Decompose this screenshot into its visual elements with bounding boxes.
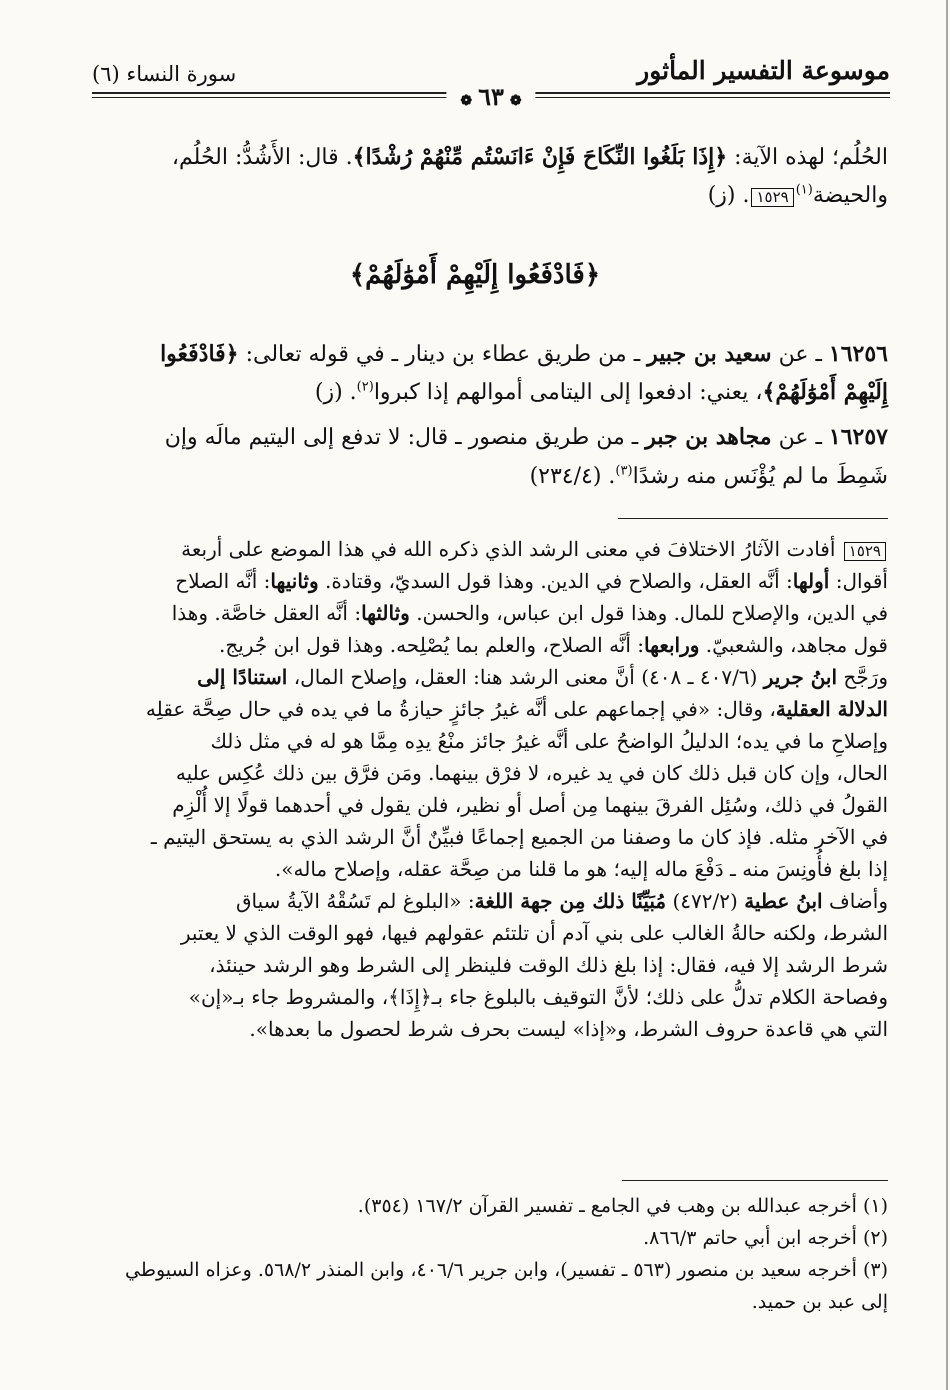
text: : أنَّه الصلاح [175,569,271,593]
text: : «البلوغ لم تَسُقْهُ الآيةُ سياق [235,889,475,913]
bold-term: ورابعها [644,633,700,657]
commentary-line [62,565,888,597]
footnote-marker: (٣) [615,463,633,479]
commentary-line [62,533,888,565]
text: . (ز) [707,183,750,208]
text: : أنَّه العقل، والصلاح في الدين. وهذا قول السديّ، وقتادة. [318,569,793,593]
ornament-icon: ❁ [460,93,473,109]
text: : أنَّه العقل خاصَّة. وهذا [171,601,362,625]
ornament-icon: ❁ [509,93,522,109]
scholar-name: ابنُ جرير [763,665,838,689]
commentary-line: وفصاحة الكلام تدلُّ على ذلك؛ لأنَّ التوقيف بالبلوغ جاء بـ﴿إِذَا﴾، والمشروط جاء بـ«إن» [188,985,888,1009]
footnote: (١) أخرجه عبدالله بن وهب في الجامع ـ تفسير القرآن ١٦٧/٢ (٣٥٤). [357,1195,888,1217]
footnote: (٣) أخرجه سعيد بن منصور (٥٦٣ ـ تفسير)، وابن جرير ٤٠٦/٦، وابن المنذر ٥٦٨/٢. وعزاه السيوطي [125,1259,888,1281]
commentary-line: شرط الرشد إلا فيه، فقال: إذا بلغ ذلك الوقت فلينظر إلى الشرط وهو الرشد حينئذ، [209,953,888,977]
text: في الدين، والإصلاح للمال. وهذا قول ابن عباس، والحسن. [409,601,888,625]
text: . (٢٣٤/٤) [529,464,616,489]
bold-term: وثانيها [270,569,319,593]
entry-line [62,421,888,454]
running-header [92,52,890,111]
commentary-line [62,629,888,661]
text-line [62,180,888,212]
quran-verse: ﴿إِذَا بَلَغُوا النِّكَاحَ فَإِنْ ءَانَسْتُم مِّنْهُمْ رُشْدًا﴾ [352,144,728,170]
text: شَمِطَ ما لم يُؤْنَس منه رشدًا [632,464,888,489]
page-edge [946,0,948,1390]
narrator-name: مجاهد بن جبر [645,424,772,450]
footnote-marker: (٢) [356,379,374,395]
page-number [446,82,535,111]
footnote-marker: (١) [795,182,813,198]
commentary-line: في الآخر مثله. فإذ كان ما وصفنا من الجميع إجماعًا فبيِّنٌ أنَّ الرشد الذي به يستحق اليتيم ـ [150,825,888,849]
commentary-line: التي هي قاعدة حروف الشرط، و«إذا» ليست بحرف شرط لحصول ما بعدها». [249,1017,888,1041]
text: قول مجاهد، والشعبيّ. [699,633,888,657]
commentary-line: القولُ في ذلك، وسُئِل الفرقَ بينهما مِن أصل أو نظير، فلن يقول في أحدهما قولًا إلا أُلْزِم [172,793,888,817]
commentary-line [62,885,888,917]
surah-title: سورة النساء (٦) [92,62,237,86]
text: (٤٠٧/٦ ـ ٤٠٨) أنَّ معنى الرشد هنا: العقل، وإصلاح المال، [287,665,764,689]
text: ـ عن [771,425,829,450]
commentary-ref-box: ١٥٢٩ [751,188,793,207]
commentary-line [62,661,888,693]
text: (٤٧٢/٢) [666,889,745,913]
entry-number: ١٦٢٥٧ [828,424,888,450]
quran-verse: إِلَيْهِمْ أَمْوَٰلَهُمْ﴾ [762,379,888,405]
entry-number: ١٦٢٥٦ [828,341,888,367]
entry-line [62,461,888,493]
entry-line [62,338,888,371]
text: أقوال: [829,569,888,593]
text-line [62,141,888,174]
footnote-separator [622,1180,888,1181]
bold-term: مُبَيِّنًا ذلك مِن جهة اللغة [474,889,667,913]
book-title: موسوعة التفسير المأثور [637,56,890,85]
text: ـ من طريق عطاء بن دينار ـ في قوله تعالى: [238,342,648,367]
commentary-ref-box: ١٥٢٩ [844,542,886,561]
text: . قال: الأَشُدُّ: الحُلُم، [171,145,353,170]
commentary-line: إذا بلغ فأُونِسَ منه ـ دَفْعَ ماله إليه؛ هو ما قلنا من صِحَّة عقله، وإصلاح ماله». [274,857,888,881]
text: . (ز) [314,380,357,405]
text: ورَجَّح [837,665,888,689]
footnote: (٢) أخرجه ابن أبي حاتم ٨٦٦/٣. [643,1227,888,1249]
quran-verse: ﴿فَادْفَعُوا [160,341,239,367]
bold-term: استنادًا إلى [197,665,288,689]
text: والحيضة [812,183,888,208]
text: ، وقال: «في إجماعهم على أنَّه غيرُ جائزٍ حيازةُ ما في يده في حال صِحَّة عقلِه [145,697,776,721]
entry-line [62,376,888,409]
scholar-name: ابنُ عطية [744,889,823,913]
bold-term: الدلالة العقلية [775,697,888,721]
narrator-name: سعيد بن جبير [647,341,772,367]
text: أفادت الآثارُ الاختلافَ في معنى الرشد الذي ذكره الله في هذا الموضع على أربعة [181,537,842,561]
commentary-line: الحال، وإن كان قبل ذلك كان في يد غيره، لا فرْق بينهما. ومَن فرَّق بين ذلك عُكِس عليه [175,761,888,785]
page-number-text: ٦٣ [478,82,504,111]
footnote: إلى عبد بن حميد. [751,1291,888,1313]
commentary-separator [618,518,888,519]
commentary-line [62,693,888,725]
text: الحُلُم؛ لهذه الآية: [727,145,888,170]
bold-term: وثالثها [361,601,410,625]
section-heading: ﴿فَادْفَعُوا إِلَيْهِمْ أَمْوَٰلَهُمْ﴾ [349,260,601,290]
commentary-line: الشرط، ولكنه حالةُ الغالب على بني آدم أن تلتئم عقولهم فيها، فهو الوقت الذي لا يعتبر [180,921,888,945]
text: وأضاف [822,889,888,913]
text: : أنَّه الصلاح، والعلم بما يُصْلِحه. وهذا قول ابن جُريج. [219,633,645,657]
bold-term: أولها [792,569,830,593]
commentary-line: وإصلاحِ ما في يده؛ الدليلُ الواضحُ على أنَّه غيرُ جائز منْعُ يدِه مِمَّا هو له في مثل ذلك [210,729,888,753]
text: ـ من طريق منصور ـ قال: لا تدفع إلى اليتيم مالَه وإن [164,425,646,450]
commentary-line [62,597,888,629]
text: ـ عن [771,342,829,367]
text: ، يعني: ادفعوا إلى اليتامى أموالهم إذا كبروا [373,380,763,405]
